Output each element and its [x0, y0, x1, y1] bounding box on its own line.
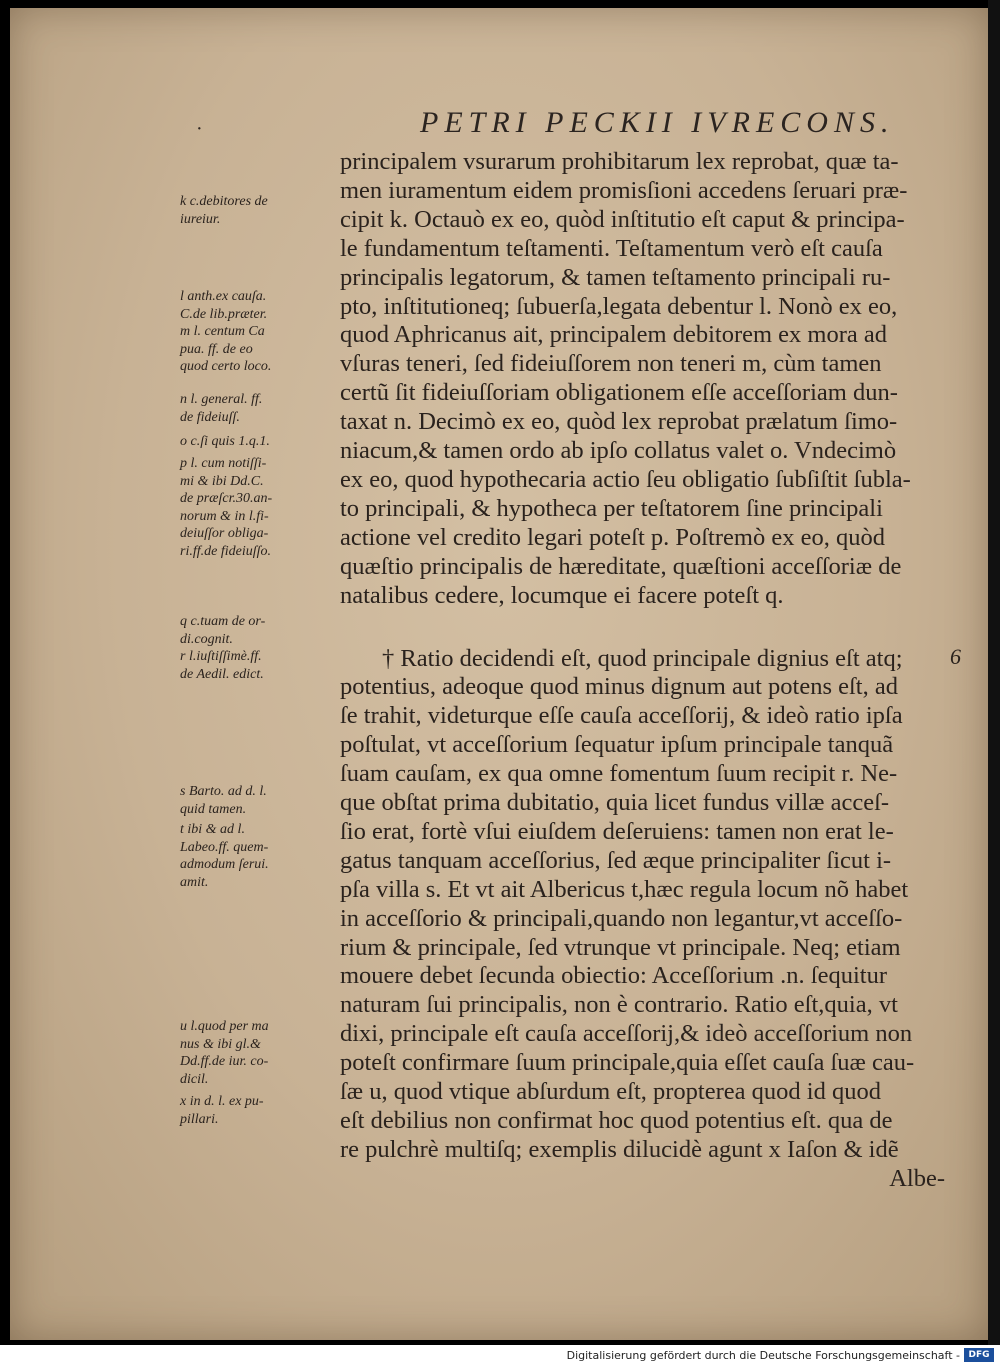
margin-note: q c.tuam de or- di.cognit.: [180, 614, 266, 647]
text-line: rium & principale, ſed vtrunque vt principale. Neq; etiam: [340, 933, 901, 961]
text-line: naturam ſui principalis, non è contrario. Ratio eſt,quia, vt: [340, 991, 898, 1019]
margin-note: o c.ſi quis 1.q.1.: [180, 434, 270, 449]
margin-note: x in d. l. ex pu- pillari.: [180, 1094, 264, 1127]
text-line: poteſt confirmare ſuum principale,quia eſſet cauſa ſuæ cau-: [340, 1049, 915, 1077]
text-line: † Ratio decidendi eſt, quod principale dignius eſt atq;: [382, 644, 903, 672]
text-line: potentius, adeoque quod minus dignum aut potens eſt, ad: [340, 673, 898, 701]
text-line: mouere debet ſecunda obiectio: Acceſſorium .n. ſequitur: [340, 962, 887, 990]
text-line: cipit k. Octauò ex eo, quòd inſtitutio eſt caput & principa-: [340, 205, 905, 233]
margin-note: r l.iuſtiſſimè.ff. de Aedil. edict.: [180, 649, 264, 682]
text-line: actione vel credito legari poteſt p. Poſtremò ex eo, quòd: [340, 523, 885, 551]
text-line: dixi, principale eſt cauſa acceſſorij,& ideò acceſſorium non: [340, 1020, 913, 1048]
running-head: PETRI PECKII IVRECONS.: [420, 106, 895, 139]
text-line: pto, inſtitutioneq; ſubuerſa,legata debentur l. Nonò ex eo,: [340, 292, 898, 320]
text-line: eſt debilius non confirmat hoc quod potentius eſt. qua de: [340, 1107, 893, 1134]
text-line: pſa villa s. Et vt ait Albericus t,hæc regula locum nõ habet: [340, 875, 909, 903]
text-line: niacum,& tamen ordo ab ipſo collatus valet o. Vndecimò: [340, 437, 897, 465]
margin-note: m l. centum Ca pua. ff. de eo quod certo loco.: [180, 324, 272, 374]
text-line: natalibus cedere, locumque ei facere poteſt q.: [340, 581, 784, 609]
text-line: vſuras teneri, ſed fideiuſſorem non teneri m, cùm tamen: [340, 350, 882, 378]
text-line: le fundamentum teſtamenti. Teſtamentum verò eſt cauſa: [340, 234, 883, 262]
margin-note: l anth.ex cauſa. C.de lib.præter.: [180, 289, 268, 322]
text-line: que obſtat prima dubitatio, quia licet fundus villæ acceſ-: [340, 789, 890, 817]
paragraph-gap: [340, 611, 945, 645]
scan-border: [988, 0, 1000, 1345]
text-line: ſe trahit, videturque eſſe cauſa acceſſorij, & ideò ratio ipſa: [340, 702, 903, 730]
text-line: principalis legatorum, & tamen teſtamento principali ru-: [340, 263, 891, 291]
text-line: poſtulat, vt acceſſorium ſequatur ipſum principale tanquã: [340, 731, 894, 759]
text-line: taxat n. Decimò ex eo, quòd lex reprobat prælatum ſimo-: [340, 408, 898, 436]
section-number: 6: [950, 644, 961, 669]
text-line: ſio erat, fortè vſui eiuſdem deſeruiens: tamen non erat le-: [340, 817, 894, 845]
text-line: ex eo, quod hypothecaria actio ſeu obligatio ſubſiſtit ſubla-: [340, 465, 911, 493]
text-line: gatus tanquam acceſſorius, ſed æque principaliter ſicut i-: [340, 846, 892, 874]
margin-note: s Barto. ad d. l. quid tamen.: [180, 784, 267, 817]
catchword: Albe-: [889, 1164, 945, 1192]
text-line: principalem vsurarum prohibitarum lex reprobat, quæ ta-: [340, 148, 899, 175]
footer-bar: [0, 1345, 1000, 1365]
text-line: quod Aphricanus ait, principalem debitorem ex mora ad: [340, 321, 888, 349]
main-text: [340, 148, 945, 1194]
text-line: re pulchrè multiſq; exemplis dilucidè agunt x Iaſon & idẽ: [340, 1135, 899, 1163]
text-line: ſuam cauſam, ex qua omne fomentum ſuum recipit r. Ne-: [340, 760, 898, 788]
margin-note: u l.quod per ma nus & ibi gl.& Dd.ff.de iur. co- dicil.: [180, 1019, 269, 1087]
dfg-logo-icon: DFG: [964, 1348, 994, 1362]
book-page: [10, 8, 988, 1340]
margin-note: n l. general. ff. de fideiuſſ.: [180, 392, 263, 425]
text-line: men iuramentum eidem promisſioni accedens ſeruari præ-: [340, 176, 908, 204]
head-ornament: ·: [196, 118, 203, 140]
text-line: to principali, & hypotheca per teſtatorem ſine principali: [340, 494, 883, 522]
margin-note: p l. cum notiſſi- mi & ibi Dd.C. de præſcr.30.an- norum & in l.fi- deiuſſor obliga- ri.ff.de fideiuſſo.: [180, 456, 273, 559]
text-line: ſæ u, quod vtique abſurdum eſt, propterea quod id quod: [340, 1078, 881, 1106]
text-line: in acceſſorio & principali,quando non legantur,vt acceſſo-: [340, 904, 903, 932]
margin-note: t ibi & ad l. Labeo.ff. quem- admodum ſerui. amit.: [180, 822, 269, 890]
text-line: certũ ſit fideiuſſoriam obligationem eſſe acceſſoriam dun-: [340, 379, 898, 407]
margin-note: k c.debitores de iureiur.: [180, 194, 268, 227]
text-line: quæſtio principalis de hæreditate, quæſtioni acceſſoriæ de: [340, 552, 902, 580]
footer-credit: Digitalisierung gefördert durch die Deutsche Forschungsgemeinschaft -: [566, 1349, 960, 1362]
